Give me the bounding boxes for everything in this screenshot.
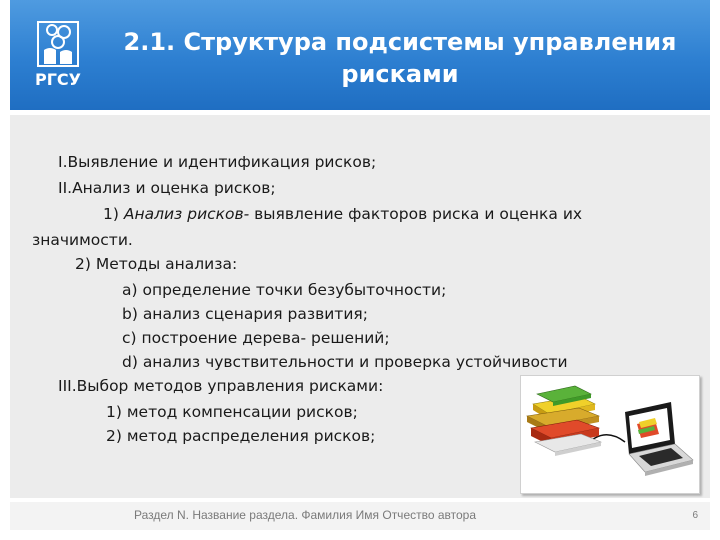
footer-text: Раздел N. Название раздела. Фамилия Имя Отчество автора xyxy=(134,508,477,522)
title-line-2: рисками xyxy=(341,60,459,88)
item-description: выявление факторов риска и оценка их xyxy=(249,205,583,223)
list-item-4: 2) Методы анализа: xyxy=(75,255,238,273)
item-number: 1) xyxy=(103,205,124,223)
page-number: 6 xyxy=(692,510,698,521)
list-item-5: III.Выбор методов управления рисками: xyxy=(58,377,384,395)
header-bar xyxy=(10,0,710,110)
list-item-7: 2) метод распределения рисков; xyxy=(106,427,376,445)
sub-item-a: a) определение точки безубыточности; xyxy=(122,281,447,299)
page-title xyxy=(110,26,690,90)
books-laptop-illustration xyxy=(520,375,700,494)
sub-item-d: d) анализ чувствительности и проверка устойчивости xyxy=(122,353,568,371)
list-item-6: 1) метод компенсации рисков; xyxy=(106,403,358,421)
sub-item-c: c) построение дерева- решений; xyxy=(122,329,390,347)
list-item-3-cont: значимости. xyxy=(32,231,133,249)
list-item-2: II.Анализ и оценка рисков; xyxy=(58,179,276,197)
list-item-3 xyxy=(103,202,582,226)
list-item-1: I.Выявление и идентификация рисков; xyxy=(58,153,377,171)
logo-text: РГСУ xyxy=(35,70,81,89)
rgsu-logo-icon xyxy=(32,16,84,96)
title-line-1: 2.1. Структура подсистемы управления xyxy=(123,28,677,56)
sub-item-b: b) анализ сценария развития; xyxy=(122,305,368,323)
footer-bar xyxy=(10,502,710,530)
italic-term: Анализ рисков- xyxy=(123,205,250,223)
